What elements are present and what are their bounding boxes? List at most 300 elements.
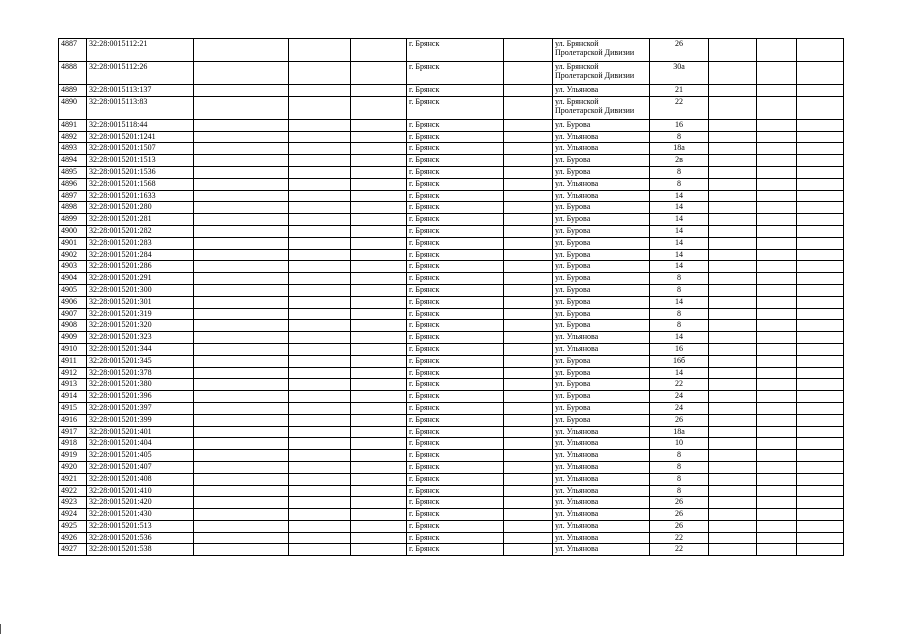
street-cell: ул. Бурова (553, 166, 650, 178)
empty-cell (797, 355, 844, 367)
empty-cell (504, 438, 553, 450)
empty-cell (194, 190, 289, 202)
empty-cell (351, 438, 407, 450)
table-row (59, 202, 844, 214)
empty-cell (351, 225, 407, 237)
empty-cell (797, 509, 844, 521)
empty-cell (504, 96, 553, 119)
row-number: 4912 (59, 367, 87, 379)
empty-cell (351, 461, 407, 473)
table-row (59, 461, 844, 473)
empty-cell (797, 485, 844, 497)
empty-cell (289, 178, 351, 190)
empty-cell (194, 273, 289, 285)
empty-cell (194, 249, 289, 261)
empty-cell (797, 237, 844, 249)
empty-cell (757, 273, 797, 285)
table-row (59, 284, 844, 296)
empty-cell (709, 225, 757, 237)
empty-cell (757, 485, 797, 497)
cadastral-number: 32:28:0015201:282 (87, 225, 194, 237)
street-cell: ул. Бурова (553, 391, 650, 403)
house-number: 14 (650, 225, 709, 237)
empty-cell (504, 284, 553, 296)
house-number: 30а (650, 62, 709, 85)
street-cell: ул. Ульянова (553, 544, 650, 556)
row-number: 4924 (59, 509, 87, 521)
table-row (59, 96, 844, 119)
city-cell: г. Брянск (407, 497, 504, 509)
empty-cell (797, 284, 844, 296)
city-cell: г. Брянск (407, 273, 504, 285)
table-row (59, 414, 844, 426)
empty-cell (194, 520, 289, 532)
empty-cell (289, 284, 351, 296)
empty-cell (351, 367, 407, 379)
row-number: 4905 (59, 284, 87, 296)
street-cell: ул. Бурова (553, 320, 650, 332)
empty-cell (709, 509, 757, 521)
empty-cell (194, 85, 289, 97)
empty-cell (289, 225, 351, 237)
row-number: 4894 (59, 155, 87, 167)
city-cell: г. Брянск (407, 473, 504, 485)
empty-cell (797, 414, 844, 426)
table-row (59, 39, 844, 62)
street-cell: ул. Ульянова (553, 438, 650, 450)
city-cell: г. Брянск (407, 402, 504, 414)
empty-cell (194, 497, 289, 509)
house-number: 14 (650, 237, 709, 249)
empty-cell (351, 332, 407, 344)
empty-cell (194, 143, 289, 155)
cadastral-number: 32:28:0015201:380 (87, 379, 194, 391)
row-number: 4907 (59, 308, 87, 320)
empty-cell (351, 214, 407, 226)
table-row (59, 402, 844, 414)
empty-cell (709, 461, 757, 473)
street-cell: ул. Бурова (553, 202, 650, 214)
empty-cell (351, 473, 407, 485)
table-row (59, 379, 844, 391)
house-number: 26 (650, 520, 709, 532)
empty-cell (351, 414, 407, 426)
empty-cell (504, 497, 553, 509)
empty-cell (194, 178, 289, 190)
empty-cell (289, 190, 351, 202)
empty-cell (709, 261, 757, 273)
empty-cell (757, 261, 797, 273)
empty-cell (757, 426, 797, 438)
city-cell: г. Брянск (407, 166, 504, 178)
empty-cell (757, 391, 797, 403)
empty-cell (709, 96, 757, 119)
empty-cell (289, 261, 351, 273)
city-cell: г. Брянск (407, 450, 504, 462)
empty-cell (504, 308, 553, 320)
empty-cell (797, 273, 844, 285)
street-cell: ул. Ульянова (553, 343, 650, 355)
empty-cell (709, 284, 757, 296)
street-cell: ул. Бурова (553, 308, 650, 320)
empty-cell (709, 532, 757, 544)
empty-cell (504, 414, 553, 426)
street-cell: ул. Бурова (553, 414, 650, 426)
street-cell: ул. Бурова (553, 273, 650, 285)
empty-cell (194, 214, 289, 226)
empty-cell (351, 131, 407, 143)
empty-cell (504, 426, 553, 438)
cadastral-number: 32:28:0015201:1507 (87, 143, 194, 155)
cadastral-number: 32:28:0015201:1568 (87, 178, 194, 190)
empty-cell (709, 249, 757, 261)
empty-cell (504, 261, 553, 273)
empty-cell (797, 296, 844, 308)
house-number: 8 (650, 166, 709, 178)
empty-cell (194, 62, 289, 85)
empty-cell (709, 155, 757, 167)
empty-cell (351, 39, 407, 62)
empty-cell (757, 355, 797, 367)
table-row (59, 273, 844, 285)
empty-cell (757, 438, 797, 450)
empty-cell (709, 273, 757, 285)
cadastral-number: 32:28:0015201:536 (87, 532, 194, 544)
empty-cell (709, 62, 757, 85)
empty-cell (194, 261, 289, 273)
empty-cell (289, 273, 351, 285)
row-number: 4919 (59, 450, 87, 462)
cadastral-number: 32:28:0015201:378 (87, 367, 194, 379)
street-cell: ул. Ульянова (553, 426, 650, 438)
empty-cell (194, 402, 289, 414)
empty-cell (289, 166, 351, 178)
empty-cell (504, 143, 553, 155)
table-row (59, 520, 844, 532)
city-cell: г. Брянск (407, 438, 504, 450)
empty-cell (757, 96, 797, 119)
empty-cell (757, 473, 797, 485)
row-number: 4888 (59, 62, 87, 85)
empty-cell (797, 426, 844, 438)
cadastral-number: 32:28:0015201:319 (87, 308, 194, 320)
row-number: 4909 (59, 332, 87, 344)
row-number: 4910 (59, 343, 87, 355)
empty-cell (351, 119, 407, 131)
city-cell: г. Брянск (407, 284, 504, 296)
empty-cell (194, 320, 289, 332)
row-number: 4900 (59, 225, 87, 237)
empty-cell (797, 96, 844, 119)
house-number: 26 (650, 497, 709, 509)
city-cell: г. Брянск (407, 131, 504, 143)
empty-cell (757, 379, 797, 391)
empty-cell (504, 391, 553, 403)
city-cell: г. Брянск (407, 85, 504, 97)
empty-cell (757, 296, 797, 308)
empty-cell (351, 379, 407, 391)
table-row (59, 119, 844, 131)
empty-cell (194, 461, 289, 473)
empty-cell (757, 284, 797, 296)
table-row (59, 178, 844, 190)
row-number: 4925 (59, 520, 87, 532)
empty-cell (289, 296, 351, 308)
empty-cell (351, 450, 407, 462)
empty-cell (351, 343, 407, 355)
empty-cell (757, 190, 797, 202)
row-number: 4889 (59, 85, 87, 97)
empty-cell (757, 214, 797, 226)
house-number: 8 (650, 178, 709, 190)
empty-cell (757, 131, 797, 143)
table-row (59, 249, 844, 261)
house-number: 14 (650, 332, 709, 344)
cadastral-number: 32:28:0015112:21 (87, 39, 194, 62)
city-cell: г. Брянск (407, 237, 504, 249)
empty-cell (504, 166, 553, 178)
empty-cell (351, 284, 407, 296)
house-number: 14 (650, 367, 709, 379)
empty-cell (351, 308, 407, 320)
house-number: 14 (650, 202, 709, 214)
table-row (59, 190, 844, 202)
street-cell: ул. Ульянова (553, 143, 650, 155)
empty-cell (709, 85, 757, 97)
table-row (59, 509, 844, 521)
city-cell: г. Брянск (407, 296, 504, 308)
empty-cell (797, 190, 844, 202)
empty-cell (289, 332, 351, 344)
house-number: 8 (650, 461, 709, 473)
empty-cell (194, 509, 289, 521)
cadastral-number: 32:28:0015201:404 (87, 438, 194, 450)
empty-cell (797, 308, 844, 320)
cadastral-number: 32:28:0015201:408 (87, 473, 194, 485)
city-cell: г. Брянск (407, 202, 504, 214)
empty-cell (194, 414, 289, 426)
empty-cell (351, 62, 407, 85)
cadastral-number: 32:28:0015201:430 (87, 509, 194, 521)
empty-cell (289, 402, 351, 414)
empty-cell (504, 202, 553, 214)
empty-cell (289, 85, 351, 97)
city-cell: г. Брянск (407, 532, 504, 544)
empty-cell (709, 391, 757, 403)
city-cell: г. Брянск (407, 39, 504, 62)
city-cell: г. Брянск (407, 332, 504, 344)
empty-cell (709, 367, 757, 379)
house-number: 22 (650, 379, 709, 391)
cadastral-number: 32:28:0015201:286 (87, 261, 194, 273)
empty-cell (194, 284, 289, 296)
empty-cell (194, 379, 289, 391)
street-cell: ул. Бурова (553, 225, 650, 237)
empty-cell (709, 402, 757, 414)
cadastral-number: 32:28:0015201:410 (87, 485, 194, 497)
empty-cell (351, 166, 407, 178)
row-number: 4903 (59, 261, 87, 273)
empty-cell (709, 320, 757, 332)
empty-cell (289, 367, 351, 379)
empty-cell (709, 414, 757, 426)
cadastral-number: 32:28:0015201:513 (87, 520, 194, 532)
house-number: 2в (650, 155, 709, 167)
empty-cell (797, 450, 844, 462)
empty-cell (797, 202, 844, 214)
empty-cell (289, 96, 351, 119)
empty-cell (351, 155, 407, 167)
empty-cell (289, 143, 351, 155)
empty-cell (351, 296, 407, 308)
empty-cell (504, 355, 553, 367)
empty-cell (757, 367, 797, 379)
row-number: 4916 (59, 414, 87, 426)
empty-cell (709, 190, 757, 202)
cadastral-number: 32:28:0015201:420 (87, 497, 194, 509)
empty-cell (194, 39, 289, 62)
house-number: 24 (650, 391, 709, 403)
table-row (59, 237, 844, 249)
table-row (59, 143, 844, 155)
table-row (59, 367, 844, 379)
property-table (58, 38, 844, 556)
row-number: 4920 (59, 461, 87, 473)
street-cell: ул. Брянской Пролетарской Дивизии (553, 96, 650, 119)
empty-cell (797, 119, 844, 131)
row-number: 4892 (59, 131, 87, 143)
street-cell: ул. Ульянова (553, 532, 650, 544)
empty-cell (757, 332, 797, 344)
table-row (59, 473, 844, 485)
empty-cell (289, 414, 351, 426)
empty-cell (351, 237, 407, 249)
empty-cell (709, 485, 757, 497)
empty-cell (194, 367, 289, 379)
empty-cell (289, 391, 351, 403)
empty-cell (289, 497, 351, 509)
cadastral-number: 32:28:0015201:407 (87, 461, 194, 473)
empty-cell (194, 450, 289, 462)
house-number: 10 (650, 438, 709, 450)
street-cell: ул. Ульянова (553, 190, 650, 202)
table-row (59, 438, 844, 450)
empty-cell (757, 532, 797, 544)
table-row (59, 532, 844, 544)
house-number: 8 (650, 485, 709, 497)
row-number: 4911 (59, 355, 87, 367)
empty-cell (194, 166, 289, 178)
row-number: 4904 (59, 273, 87, 285)
empty-cell (504, 520, 553, 532)
cadastral-number: 32:28:0015201:1536 (87, 166, 194, 178)
empty-cell (797, 379, 844, 391)
empty-cell (289, 343, 351, 355)
street-cell: ул. Бурова (553, 249, 650, 261)
cadastral-number: 32:28:0015201:405 (87, 450, 194, 462)
empty-cell (351, 426, 407, 438)
empty-cell (797, 155, 844, 167)
row-number: 4917 (59, 426, 87, 438)
cadastral-number: 32:28:0015201:345 (87, 355, 194, 367)
empty-cell (351, 520, 407, 532)
empty-cell (289, 355, 351, 367)
empty-cell (797, 332, 844, 344)
empty-cell (289, 214, 351, 226)
cadastral-number: 32:28:0015201:401 (87, 426, 194, 438)
empty-cell (757, 544, 797, 556)
empty-cell (289, 485, 351, 497)
empty-cell (757, 39, 797, 62)
empty-cell (194, 296, 289, 308)
empty-cell (797, 391, 844, 403)
empty-cell (504, 296, 553, 308)
empty-cell (351, 391, 407, 403)
empty-cell (797, 497, 844, 509)
street-cell: ул. Бурова (553, 402, 650, 414)
empty-cell (709, 39, 757, 62)
table-row (59, 355, 844, 367)
cadastral-number: 32:28:0015201:280 (87, 202, 194, 214)
empty-cell (351, 497, 407, 509)
city-cell: г. Брянск (407, 308, 504, 320)
city-cell: г. Брянск (407, 426, 504, 438)
empty-cell (194, 119, 289, 131)
empty-cell (797, 320, 844, 332)
cadastral-number: 32:28:0015113:83 (87, 96, 194, 119)
empty-cell (504, 473, 553, 485)
empty-cell (757, 343, 797, 355)
empty-cell (351, 402, 407, 414)
empty-cell (289, 62, 351, 85)
table-row (59, 308, 844, 320)
empty-cell (757, 249, 797, 261)
cadastral-number: 32:28:0015201:344 (87, 343, 194, 355)
empty-cell (504, 119, 553, 131)
empty-cell (194, 438, 289, 450)
house-number: 8 (650, 273, 709, 285)
empty-cell (504, 273, 553, 285)
empty-cell (504, 461, 553, 473)
empty-cell (797, 402, 844, 414)
row-number: 4897 (59, 190, 87, 202)
empty-cell (289, 308, 351, 320)
cadastral-number: 32:28:0015201:320 (87, 320, 194, 332)
empty-cell (289, 438, 351, 450)
street-cell: ул. Бурова (553, 119, 650, 131)
street-cell: ул. Ульянова (553, 520, 650, 532)
empty-cell (709, 426, 757, 438)
empty-cell (797, 214, 844, 226)
empty-cell (504, 343, 553, 355)
row-number: 4918 (59, 438, 87, 450)
house-number: 8 (650, 308, 709, 320)
empty-cell (757, 166, 797, 178)
row-number: 4906 (59, 296, 87, 308)
empty-cell (504, 225, 553, 237)
empty-cell (709, 296, 757, 308)
row-number: 4902 (59, 249, 87, 261)
empty-cell (504, 214, 553, 226)
city-cell: г. Брянск (407, 190, 504, 202)
city-cell: г. Брянск (407, 367, 504, 379)
empty-cell (504, 532, 553, 544)
empty-cell (504, 509, 553, 521)
row-number: 4890 (59, 96, 87, 119)
street-cell: ул. Бурова (553, 261, 650, 273)
house-number: 26 (650, 414, 709, 426)
cadastral-number: 32:28:0015201:284 (87, 249, 194, 261)
